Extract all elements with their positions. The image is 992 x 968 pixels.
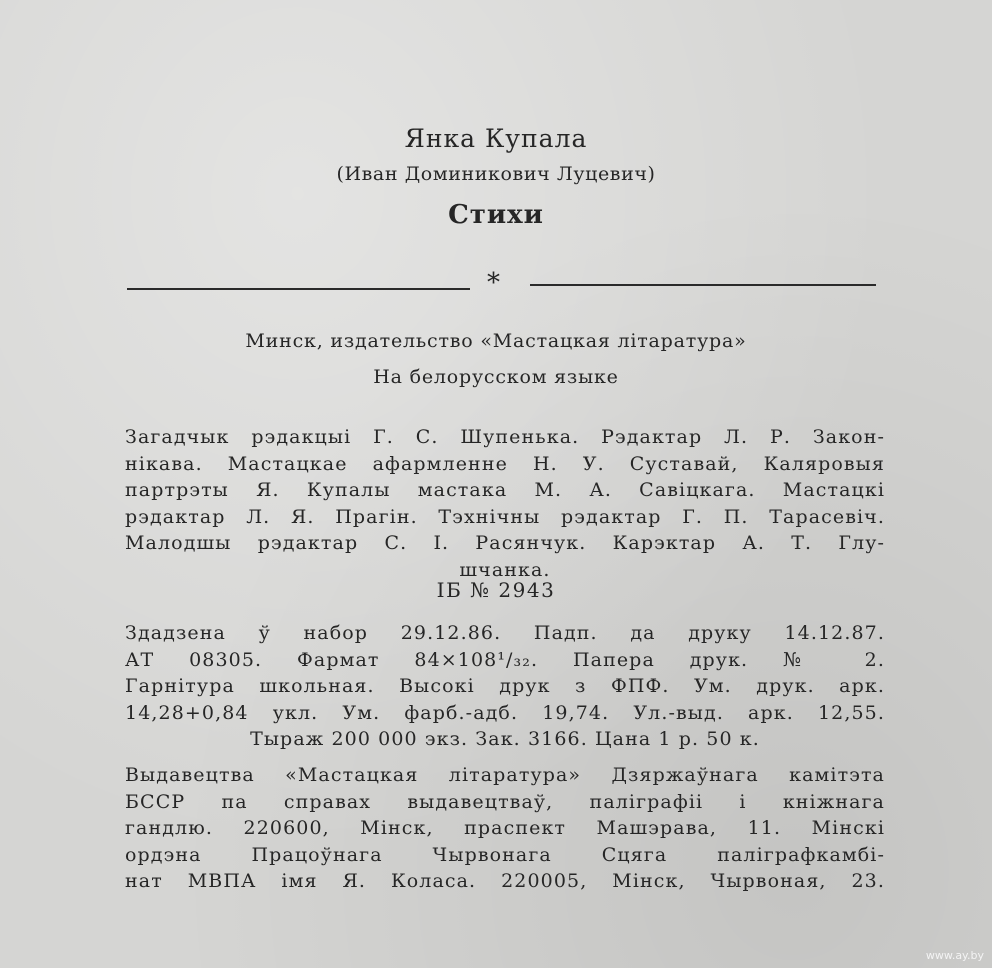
printing-line: Гарнітура школьная. Высокі друк з ФПФ. Ум. друк. арк. [125,675,885,698]
editors-line: Загадчык рэдакцыі Г. С. Шупенька. Рэдактар Л. Р. Закон- [125,426,885,448]
book-title: Стихи [448,200,544,230]
editors-line: шчанка. [459,558,551,581]
divider-rule-right [530,284,876,286]
printing-line: Тыраж 200 000 экз. Зак. 3166. Цана 1 р. 50 к. [250,728,760,751]
printing-details-paragraph [125,620,885,753]
site-watermark: www.ay.by [925,949,984,962]
editors-line: Малодшы рэдактар С. І. Расянчук. Карэктар А. Т. Глу- [125,532,885,555]
ib-number: ІБ № 2943 [436,578,556,602]
divider-rule-left [127,288,470,290]
editors-line: партрэты Я. Купалы мастака М. А. Савіцкага. Мастацкі [125,479,885,502]
editors-line: нікава. Мастацкае афармленне Н. У. Суставай, Каляровыя [125,452,885,475]
imprint-paragraph [125,762,885,895]
printing-line: АТ 08305. Фармат 84×108¹/₃₂. Папера друк. № 2. [125,648,885,671]
editors-line: рэдактар Л. Я. Прагін. Тэхнічны рэдактар Г. П. Тарасевіч. [125,505,885,528]
publisher-line: Минск, издательство «Мастацкая літаратура» [245,330,747,352]
printing-line: Здадзена ў набор 29.12.86. Падп. да друку 14.12.87. [125,622,885,644]
printing-line: 14,28+0,84 укл. Ум. фарб.-адб. 19,74. Ул.-выд. арк. 12,55. [125,701,885,724]
author-real-name: (Иван Доминикович Луцевич) [336,163,656,185]
language-line: На белорусском языке [373,366,619,388]
ornamental-divider [0,268,992,298]
divider-star: * [487,268,500,298]
imprint-line: нат МВПА імя Я. Коласа. 220005, Мінск, Чырвоная, 23. [125,870,885,893]
imprint-line: гандлю. 220600, Мінск, праспект Машэрава, 11. Мінскі [125,817,885,840]
imprint-line: Выдавецтва «Мастацкая літаратура» Дзяржаўнага камітэта [125,764,885,786]
imprint-line: БССР па справах выдавецтваў, паліграфіі і кніжнага [125,790,885,813]
author-name: Янка Купала [404,124,588,153]
editors-paragraph [125,424,885,584]
imprint-line: ордэна Працоўнага Чырвонага Сцяга паліграфкамбі- [125,843,885,866]
